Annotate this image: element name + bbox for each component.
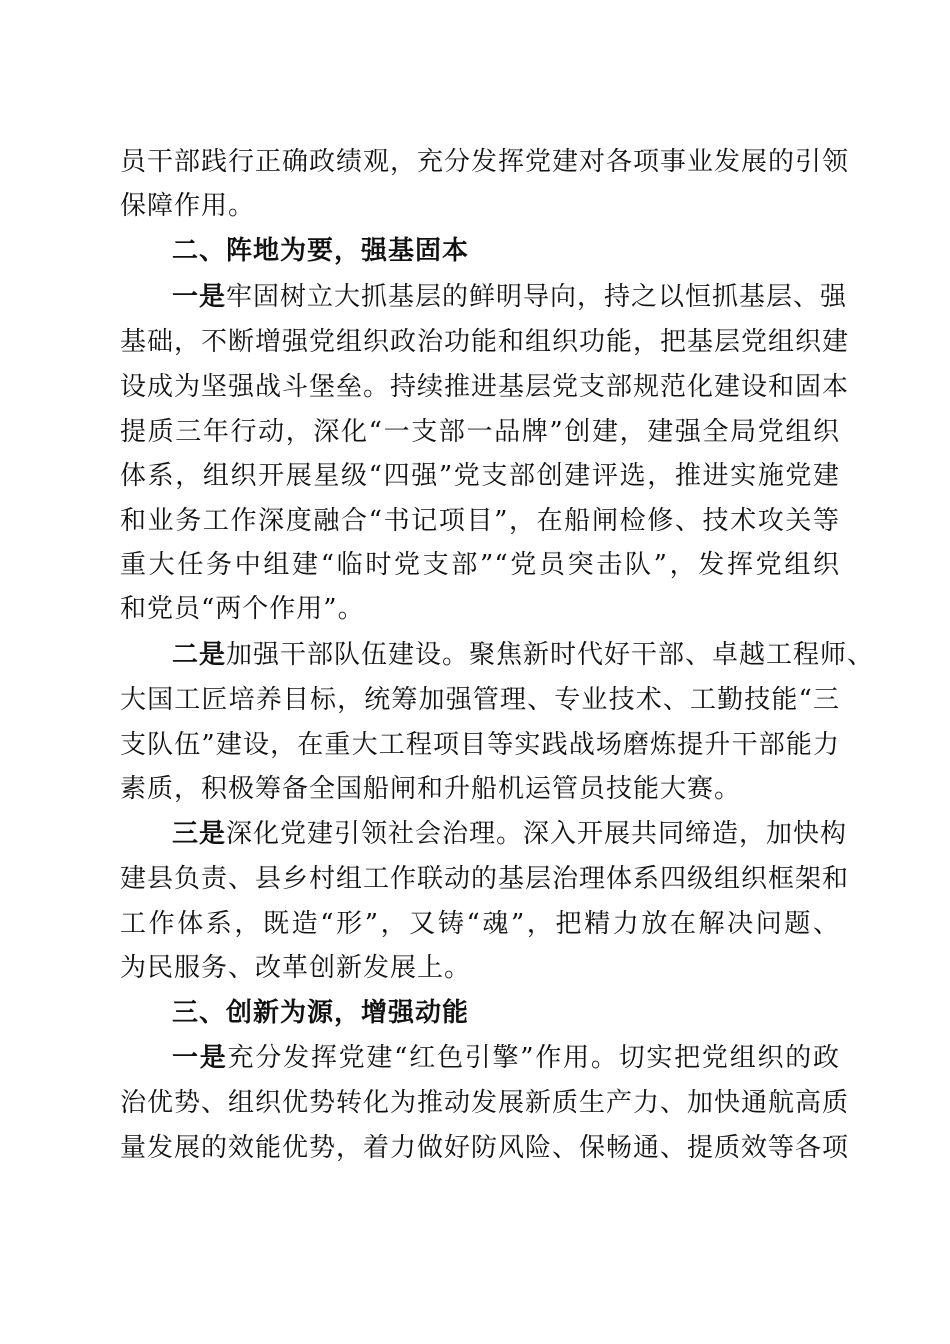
paragraph-line	[172, 812, 848, 856]
paragraph-text: 深化党建引领社会治理。深入开展共同缔造，加快构	[226, 819, 848, 849]
paragraph-text: 牢固树立大抓基层的鲜明导向，持之以恒抓基层、强	[226, 282, 848, 312]
paragraph-line: 大国工匠培养目标，统筹加强管理、专业技术、工勤技能“三	[120, 685, 840, 715]
paragraph-line: 提质三年行动，深化“一支部一品牌”创建，建强全局党组织	[120, 417, 840, 447]
paragraph-lead: 二是	[172, 640, 227, 670]
paragraph-text: 充分发挥党建“红色引擎”作用。切实把党组织的政	[227, 1043, 840, 1073]
paragraph-line: 素质，积极筹备全国船闸和升船机运管员技能大赛。	[120, 774, 742, 804]
paragraph-line	[172, 1036, 840, 1080]
paragraph-line: 治优势、组织优势转化为推动发展新质生产力、加快通航高质	[120, 1088, 850, 1118]
paragraph-line: 体系，组织开展星级“四强”党支部创建评选，推进实施党建	[120, 461, 840, 491]
paragraph-line: 和业务工作深度融合“书记项目”，在船闸检修、技术攻关等	[120, 506, 840, 536]
paragraph-lead: 一是	[172, 1043, 228, 1073]
section-heading: 三、创新为源，增强动能	[172, 998, 470, 1028]
paragraph-line: 量发展的效能优势，着力做好防风险、保畅通、提质效等各项	[120, 1133, 850, 1163]
paragraph-line: 员干部践行正确政绩观，充分发挥党建对各项事业发展的引领	[120, 147, 850, 177]
paragraph-line: 和党员“两个作用”。	[120, 594, 365, 624]
section-heading: 二、阵地为要，强基固本	[172, 236, 470, 266]
paragraph-line: 建县负责、县乡村组工作联动的基层治理体系四级组织框架和	[120, 864, 850, 894]
paragraph-line: 重大任务中组建“临时党支部”“党员突击队”，发挥党组织	[120, 550, 840, 580]
paragraph-line	[172, 633, 875, 677]
paragraph-line: 支队伍”建设，在重大工程项目等实践战场磨炼提升干部能力	[120, 730, 840, 760]
paragraph-line: 为民服务、改革创新发展上。	[120, 953, 472, 983]
paragraph-line: 保障作用。	[120, 191, 256, 221]
paragraph-text: 加强干部队伍建设。聚焦新时代好干部、卓越工程师、	[226, 640, 875, 670]
paragraph-line	[172, 275, 848, 319]
paragraph-line: 设成为坚强战斗堡垒。持续推进基层党支部规范化建设和固本	[120, 372, 850, 402]
paragraph-lead: 三是	[172, 819, 227, 849]
paragraph-line: 工作体系，既造“形”，又铸“魂”，把精力放在解决问题、	[120, 909, 840, 939]
paragraph-line: 基础，不断增强党组织政治功能和组织功能，把基层党组织建	[120, 327, 850, 357]
paragraph-lead: 一是	[172, 282, 227, 312]
